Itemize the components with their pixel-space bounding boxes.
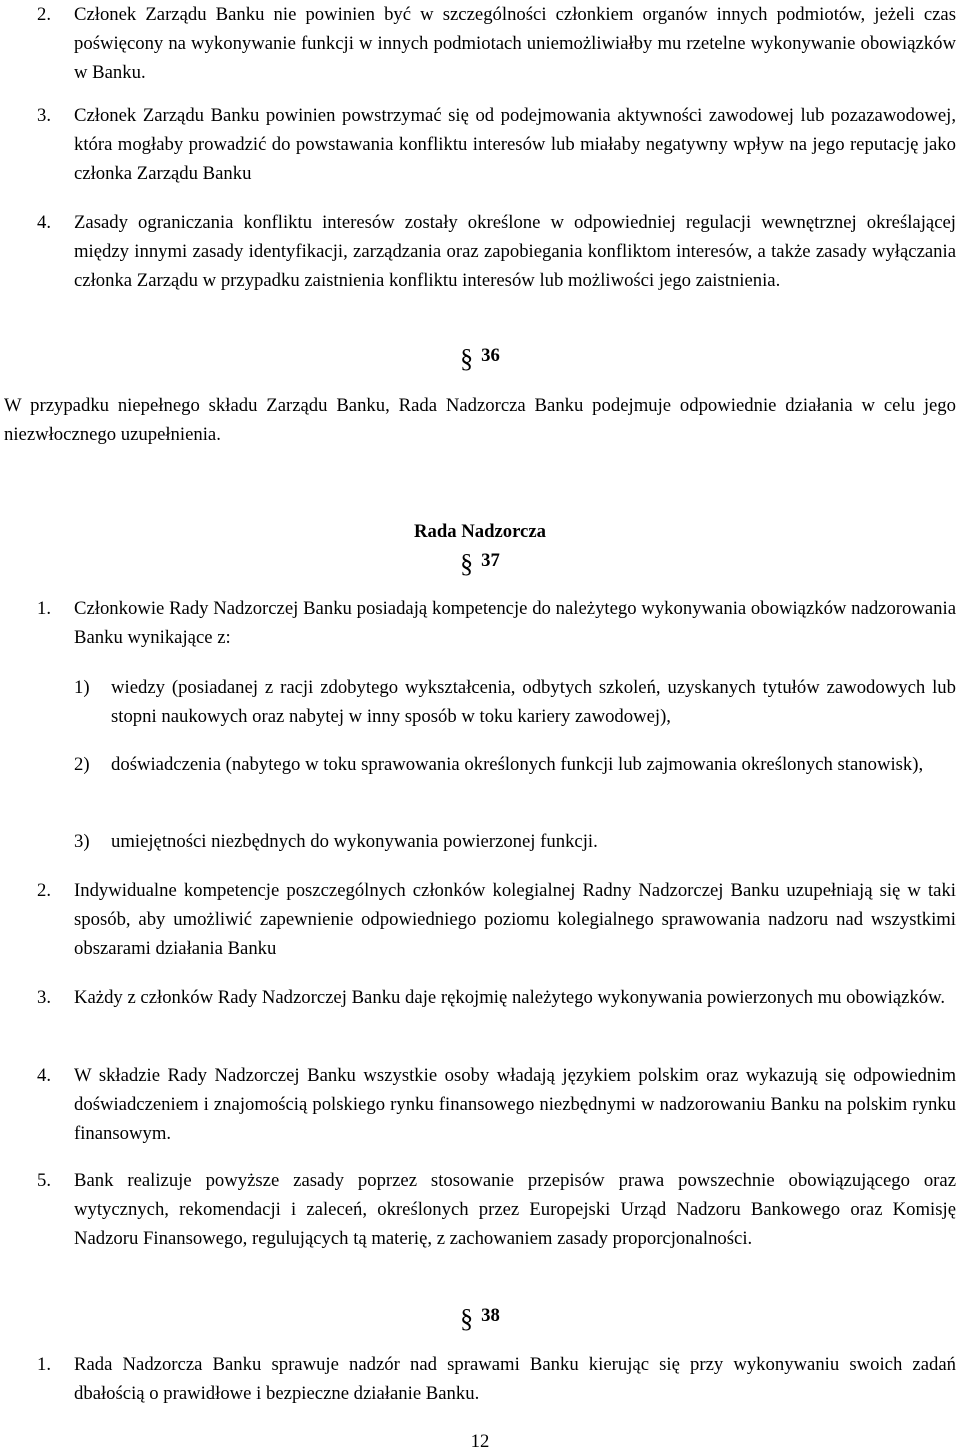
chapter-title: Rada Nadzorcza	[413, 521, 546, 542]
paragraph-text: Członkowie Rady Nadzorczej Banku posiadają kompetencje do należytego wykonywania obowiązków nadzorowania Banku wynikające z:	[74, 598, 956, 648]
section-symbol: §	[460, 549, 474, 578]
sub-item-text: wiedzy (posiadanej z racji zdobytego wykształcenia, odbytych szkoleń, uzyskanych tytułów zawodowych lub stopni naukowych oraz nabytej w inny sposób w toku kariery zawodowej),	[111, 677, 956, 727]
section-37-paragraph-1	[37, 594, 956, 652]
paragraph-text: W składzie Rady Nadzorczej Banku wszystkie osoby władają językiem polskim oraz wykazują się odpowiednim doświadczeniem i znajomością polskiego rynku finansowego niezbędnymi w nadzorowaniu Banku na polskim rynku finansowym.	[74, 1065, 956, 1144]
section-37-paragraph-3	[37, 983, 956, 1012]
sub-item-number: 1)	[74, 677, 90, 698]
page-number: 12	[470, 1431, 490, 1452]
paragraph-number: 3.	[37, 987, 52, 1008]
section-37-paragraph-2	[37, 876, 956, 963]
section-37-paragraph-4	[37, 1061, 956, 1148]
paragraph-number: 4.	[37, 1065, 52, 1086]
paragraph-text: Indywidualne kompetencje poszczególnych członków kolegialnej Radny Nadzorczej Banku uzupełniają się w taki sposób, aby umożliwić zapewnienie odpowiedniego poziomu kolegialnego sprawowania nadzoru nad wszystkimi obszarami działania Banku	[74, 880, 956, 959]
section-36-heading	[0, 338, 960, 373]
sub-item-2	[74, 750, 956, 779]
paragraph-number: 3.	[37, 105, 52, 126]
section-symbol: §	[460, 344, 474, 373]
paragraph-text: Bank realizuje powyższe zasady poprzez stosowanie przepisów prawa powszechnie obowiązującego oraz wytycznych, rekomendacji i zaleceń, określonych przez Europejski Urząd Nadzoru Bankowego oraz Komisję Nadzoru Finansowego, regulujących tą materię, z zachowaniem zasady proporcjonalności.	[74, 1170, 956, 1249]
paragraph-2	[37, 0, 956, 87]
section-symbol: §	[460, 1304, 474, 1333]
paragraph-number: 5.	[37, 1170, 52, 1191]
paragraph-number: 1.	[37, 1354, 52, 1375]
paragraph-text: Każdy z członków Rady Nadzorczej Banku daje rękojmię należytego wykonywania powierzonych mu obowiązków.	[74, 987, 946, 1008]
section-37-heading	[0, 543, 960, 578]
section-38-paragraph-1	[37, 1350, 956, 1408]
section-number: 38	[481, 1305, 500, 1326]
section-36-text: W przypadku niepełnego składu Zarządu Banku, Rada Nadzorcza Banku podejmuje odpowiednie działania w celu jego niezwłocznego uzupełnienia.	[4, 395, 956, 445]
paragraph-text: Zasady ograniczania konfliktu interesów zostały określone w odpowiedniej regulacji wewnętrznej określającej między innymi zasady identyfikacji, zarządzania oraz zapobiegania konfliktom interesów, a także zasady wyłączania członka Zarządu w przypadku zaistnienia konfliktu interesów lub możliwości jego zaistnienia.	[74, 212, 956, 291]
section-number: 37	[481, 550, 500, 571]
paragraph-number: 4.	[37, 212, 52, 233]
paragraph-text: Członek Zarządu Banku nie powinien być w szczególności członkiem organów innych podmiotów, jeżeli czas poświęcony na wykonywanie funkcji w innych podmiotach uniemożliwiałby mu rzetelne wykonywanie obowiązków w Banku.	[74, 4, 956, 83]
paragraph-number: 2.	[37, 4, 52, 25]
section-number: 36	[481, 345, 500, 366]
section-38-heading	[0, 1298, 960, 1333]
sub-item-number: 3)	[74, 831, 90, 852]
paragraph-number: 1.	[37, 598, 52, 619]
paragraph-4	[37, 208, 956, 295]
paragraph-text: Rada Nadzorcza Banku sprawuje nadzór nad sprawami Banku kierując się przy wykonywaniu swoich zadań dbałością o prawidłowe i bezpieczne działanie Banku.	[74, 1354, 956, 1404]
paragraph-3	[37, 101, 956, 188]
sub-item-number: 2)	[74, 754, 90, 775]
sub-item-3	[74, 827, 956, 856]
paragraph-text: Członek Zarządu Banku powinien powstrzymać się od podejmowania aktywności zawodowej lub pozazawodowej, która mogłaby prowadzić do powstawania konfliktu interesów lub miałaby negatywny wpływ na jego reputację jako członka Zarządu Banku	[74, 105, 956, 184]
sub-item-1	[74, 673, 956, 731]
sub-item-text: umiejętności niezbędnych do wykonywania powierzonej funkcji.	[111, 831, 598, 852]
paragraph-number: 2.	[37, 880, 52, 901]
section-37-paragraph-5	[37, 1166, 956, 1253]
sub-item-text: doświadczenia (nabytego w toku sprawowania określonych funkcji lub zajmowania określonych stanowisk),	[111, 754, 924, 775]
